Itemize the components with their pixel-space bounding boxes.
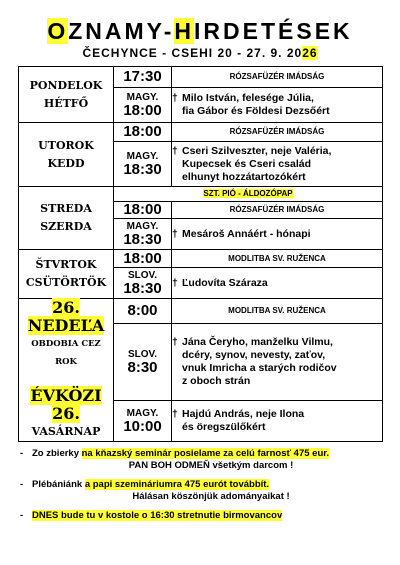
intention-line: Mesároš Annáért - hónapi: [182, 227, 311, 240]
table-row: [19, 299, 383, 324]
sunday-subtitle-sk: OBDOBIA CEZ ROK: [31, 339, 101, 367]
cross-icon: †: [172, 276, 178, 289]
intention-line: elhunyt hozzátartozókért: [182, 170, 306, 183]
intention-line: z oboch strán: [182, 375, 251, 388]
intention-cell: [172, 268, 383, 299]
language-label: MAGY.: [126, 91, 159, 103]
time-cell: 18:00: [114, 250, 172, 268]
intention-line: Milo István, felesége Júlia,: [182, 92, 314, 104]
sunday-title-hu: ÉVKÖZI 26.: [30, 386, 102, 423]
title-initial-h: H: [174, 18, 195, 44]
time-cell: 8:00: [114, 299, 172, 324]
intention-line: Hajdú András, neje Ilona: [182, 408, 305, 421]
note-second-line: Hálásan köszönjük adományaikat !: [132, 491, 290, 502]
time-cell: [114, 401, 172, 442]
day-cell-wednesday: [19, 187, 114, 250]
feast-label: SZT. PIÓ - ÁLDOZÓPAP: [203, 189, 293, 198]
feast-cell: [114, 187, 383, 202]
intention-line: dcéry, synov, nevesty, zaťov,: [182, 349, 326, 362]
day-cell-tuesday: [19, 123, 114, 187]
language-label: SLOV.: [127, 348, 158, 360]
intention-cell: [172, 219, 383, 250]
language-label: MAGY.: [126, 407, 159, 419]
note-text: Zo zbierky: [32, 448, 82, 459]
day-name-sk: ŠTVRTOK: [35, 258, 97, 271]
notes-section: [20, 448, 382, 529]
intention-cell: [172, 401, 383, 442]
title-part-end: IRDETÉSEK: [194, 18, 353, 44]
note-second-line: PAN BOH ODMEŇ všetkým darcom !: [128, 460, 294, 471]
bullet-dash: -: [20, 448, 24, 459]
bullet-dash: -: [20, 510, 24, 521]
day-name-hu: HÉTFŐ: [43, 96, 89, 110]
cross-icon: †: [172, 92, 178, 104]
sunday-label-sk: [19, 299, 113, 335]
language-label: MAGY.: [126, 220, 159, 232]
time-value: 18:30: [123, 160, 162, 178]
day-name-sk: PONDELOK: [29, 78, 103, 92]
intention-cell: [172, 142, 383, 187]
title-initial-o: O: [47, 18, 69, 44]
note-item: [20, 510, 382, 522]
time-value: 8:30: [127, 358, 158, 376]
intention-cell: [172, 88, 383, 123]
note-item: [20, 479, 382, 503]
page-subtitle: [0, 45, 400, 61]
table-row: [19, 67, 383, 88]
rite-cell: RÓZSAFÜZÉR IMÁDSÁG: [172, 123, 383, 142]
intention-line: Ľudovíta Száraza: [182, 276, 268, 289]
rite-cell: MODLITBA SV. RUŽENCA: [172, 299, 383, 324]
table-row: [19, 123, 383, 142]
day-cell-monday: [19, 67, 114, 123]
cross-icon: †: [172, 144, 178, 157]
time-value: 10:00: [123, 417, 162, 435]
language-label: MAGY.: [126, 150, 159, 162]
page-title: [0, 18, 400, 44]
subtitle-year: 26: [302, 46, 318, 60]
rite-cell: RÓZSAFÜZÉR IMÁDSÁG: [172, 202, 383, 219]
time-cell: [114, 219, 172, 250]
schedule-table: [18, 66, 383, 442]
intention-line: Kupecsek és Cseri család: [182, 157, 311, 170]
intention-line: Cseri Szilveszter, neje Valéria,: [182, 144, 332, 157]
intention-line: vnuk Imricha a starých rodičov: [182, 362, 337, 375]
intention-line: fia Gábor és Földesi Dezsőért: [182, 105, 330, 117]
title-part: ZNAMY-: [68, 18, 175, 44]
time-cell: 18:00: [114, 123, 172, 142]
intention-cell: [172, 323, 383, 400]
bullet-dash: -: [20, 479, 24, 490]
table-row: [19, 187, 383, 202]
note-text: Plébániánk: [32, 479, 85, 490]
subtitle-text: ČECHYNCE - CSEHI 20 - 27. 9. 20: [82, 46, 303, 60]
intention-line: és öregszülőkért: [182, 421, 266, 434]
time-cell: 17:30: [114, 67, 172, 88]
time-cell: [114, 142, 172, 187]
table-row: [19, 250, 383, 268]
cross-icon: †: [172, 408, 178, 421]
cross-icon: †: [172, 336, 178, 349]
day-name-hu: KEDD: [47, 156, 85, 170]
cross-icon: †: [172, 227, 178, 240]
rite-cell: RÓZSAFÜZÉR IMÁDSÁG: [172, 67, 383, 88]
day-name-hu: SZERDA: [40, 220, 92, 233]
day-name-hu: CSÜTÖRTÖK: [25, 276, 107, 289]
time-cell: [114, 88, 172, 123]
rite-cell: MODLITBA SV. RUŽENCA: [172, 250, 383, 268]
time-value: 18:00: [123, 101, 162, 119]
note-highlight: na kňazský seminár posielame za celú farnosť 475 eur.: [81, 448, 330, 459]
day-name-sk: STREDA: [40, 202, 92, 215]
day-cell-thursday: [19, 250, 114, 299]
time-cell: [114, 268, 172, 299]
sunday-subtitle-hu: VASÁRNAP: [31, 425, 101, 438]
day-name-sk: UTOROK: [38, 138, 94, 152]
time-value: 18:30: [123, 279, 162, 297]
spacer: [19, 371, 113, 387]
note-item: [20, 448, 382, 472]
note-highlight: DNES bude tu v kostole o 16:30 stretnutie birmovancov: [32, 510, 283, 521]
time-cell: 18:00: [114, 202, 172, 219]
time-value: 18:30: [123, 230, 162, 248]
time-cell: [114, 323, 172, 400]
intention-line: Jána Čeryho, manželku Vilmu,: [182, 336, 333, 349]
sunday-title-sk: 26. NEDEĽA: [27, 298, 105, 335]
note-highlight: a papi szemináriumra 475 eurót továbbít.: [84, 479, 270, 490]
language-label: SLOV.: [127, 269, 158, 281]
sunday-label-hu: [19, 387, 113, 423]
day-cell-sunday: [19, 299, 114, 442]
